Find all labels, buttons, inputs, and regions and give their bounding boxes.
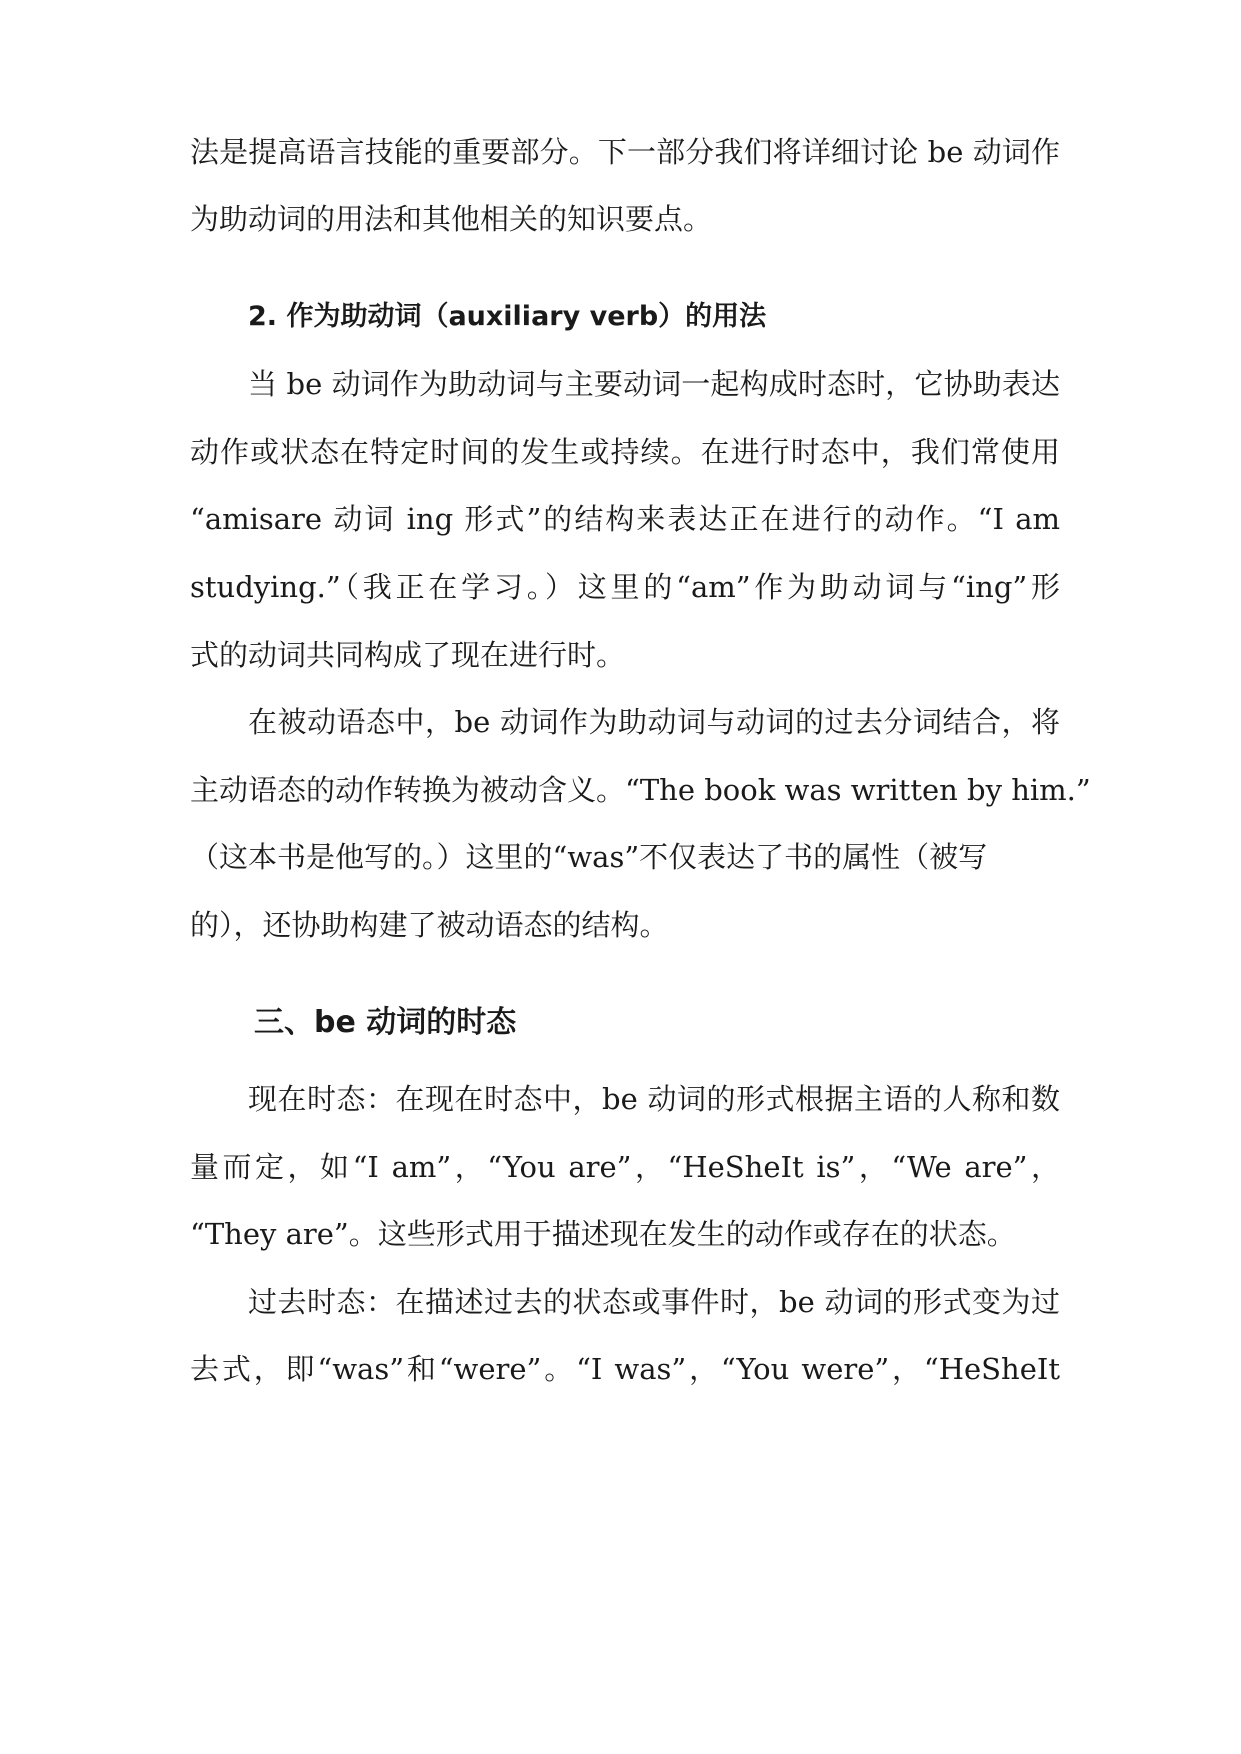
section-3-para-2-line-2: 去式，即“was”和“were”。“I was”，“You were”，“HeSheIt bbox=[190, 1352, 1060, 1386]
section-3-para-1-line-1: 现在时态：在现在时态中，be 动词的形式根据主语的人称和数 bbox=[248, 1082, 1060, 1116]
section-2-para-2-line-2: 主动语态的动作转换为被动含义。“The book was written by him.” bbox=[190, 773, 1091, 807]
section-2-para-2-line-4: 的），还协助构建了被动语态的结构。 bbox=[190, 908, 669, 942]
section-3-para-1-line-2: 量而定，如“I am”，“You are”，“HeSheIt is”，“We are”， bbox=[190, 1150, 1060, 1184]
section-2-para-1-line-5: 式的动词共同构成了现在进行时。 bbox=[190, 638, 626, 672]
section-2-para-1-line-3: “amisare 动词 ing 形式”的结构来表达正在进行的动作。“I am bbox=[190, 502, 1060, 536]
section-3-para-2-line-1: 过去时态：在描述过去的状态或事件时，be 动词的形式变为过 bbox=[248, 1285, 1060, 1319]
section-2-para-2-line-3: （这本书是他写的。）这里的“was”不仅表达了书的属性（被写 bbox=[190, 840, 988, 874]
intro-line-1: 法是提高语言技能的重要部分。下一部分我们将详细讨论 be 动词作 bbox=[190, 135, 1060, 169]
section-2-para-2-line-1: 在被动语态中，be 动词作为助动词与动词的过去分词结合，将 bbox=[248, 705, 1060, 739]
section-2-heading: 2. 作为助动词（auxiliary verb）的用法 bbox=[248, 301, 767, 332]
intro-line-2: 为助动词的用法和其他相关的知识要点。 bbox=[190, 202, 713, 236]
section-3-heading: 三、be 动词的时态 bbox=[254, 1005, 517, 1040]
section-2-para-1-line-4: studying.”（我正在学习。）这里的“am”作为助动词与“ing”形 bbox=[190, 570, 1060, 604]
section-2-para-1-line-1: 当 be 动词作为助动词与主要动词一起构成时态时，它协助表达 bbox=[248, 367, 1060, 401]
section-2-para-1-line-2: 动作或状态在特定时间的发生或持续。在进行时态中，我们常使用 bbox=[190, 435, 1060, 469]
section-3-para-1-line-3: “They are”。这些形式用于描述现在发生的动作或存在的状态。 bbox=[190, 1217, 1016, 1251]
